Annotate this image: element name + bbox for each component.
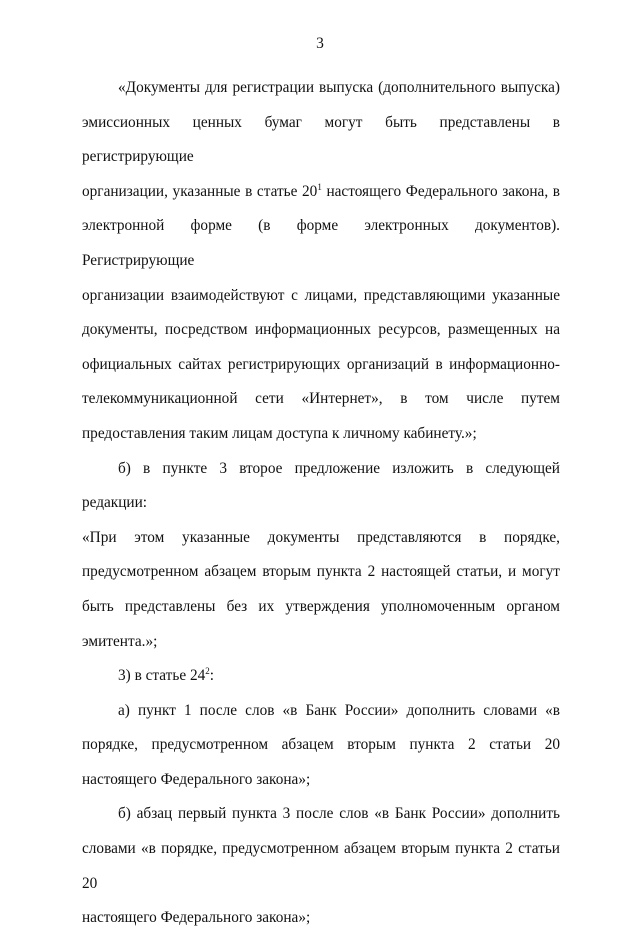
superscript: 1 [317,181,322,192]
document-body [82,71,560,936]
text-line: словами «в порядке, предусмотренном абзацем вторым пункта 2 статьи 20 [82,840,560,892]
text-line: официальных сайтах регистрирующих организаций в информационно- [82,355,560,373]
text-line: «При этом указанные документы представляются в порядке, [82,528,560,546]
paragraph-item-b-point-3 [82,452,560,521]
text-line: телекоммуникационной сети «Интернет», в том числе путем [82,390,560,408]
text-line: «Документы для регистрации выпуска (дополнительного выпуска) [118,79,560,96]
text-line: эмитента.»; [82,632,158,650]
superscript: 2 [205,666,210,676]
text-fragment: 3) в статье 24 [118,667,206,685]
text-line: организации взаимодействуют с лицами, представляющими указанные [82,286,560,304]
text-line: предусмотренном абзацем вторым пункта 2 настоящей статьи, и могут [82,563,560,581]
text-line: настоящего Федерального закона»; [82,770,311,788]
text-line [82,659,560,694]
text-line: документы, посредством информационных ресурсов, размещенных на [82,321,560,339]
text-fragment: настоящего Федерального закона, в [321,182,560,200]
paragraph-documents-registration [82,71,560,452]
page-number: 3 [316,35,324,52]
text-line: быть представлены без их утверждения уполномоченным органом [82,597,560,615]
text-line: предоставления таким лицам доступа к личному кабинету.»; [82,424,477,442]
text-line: б) абзац первый пункта 3 после слов «в Банк России» дополнить [118,805,560,823]
text-line: настоящего Федерального закона»; [82,909,311,927]
paragraph-article-24-2 [82,659,560,694]
paragraph-item-b-point-3-first [82,797,560,935]
text-line: б) в пункте 3 второе предложение изложить в следующей редакции: [82,459,560,512]
text-line: электронной форме (в форме электронных документов). Регистрирующие [82,217,560,269]
paragraph-item-a-point-1 [82,694,560,798]
paragraph-quoted-documents [82,521,560,659]
text-fragment: : [209,667,214,685]
text-line: а) пункт 1 после слов «в Банк России» дополнить словами «в [118,701,560,719]
text-line [82,175,560,210]
text-line: эмиссионных ценных бумаг могут быть представлены в регистрирующие [82,113,560,166]
text-fragment: организации, указанные в статье 20 [82,182,318,200]
text-line: порядке, предусмотренном абзацем вторым пункта 2 статьи 20 [82,736,560,754]
